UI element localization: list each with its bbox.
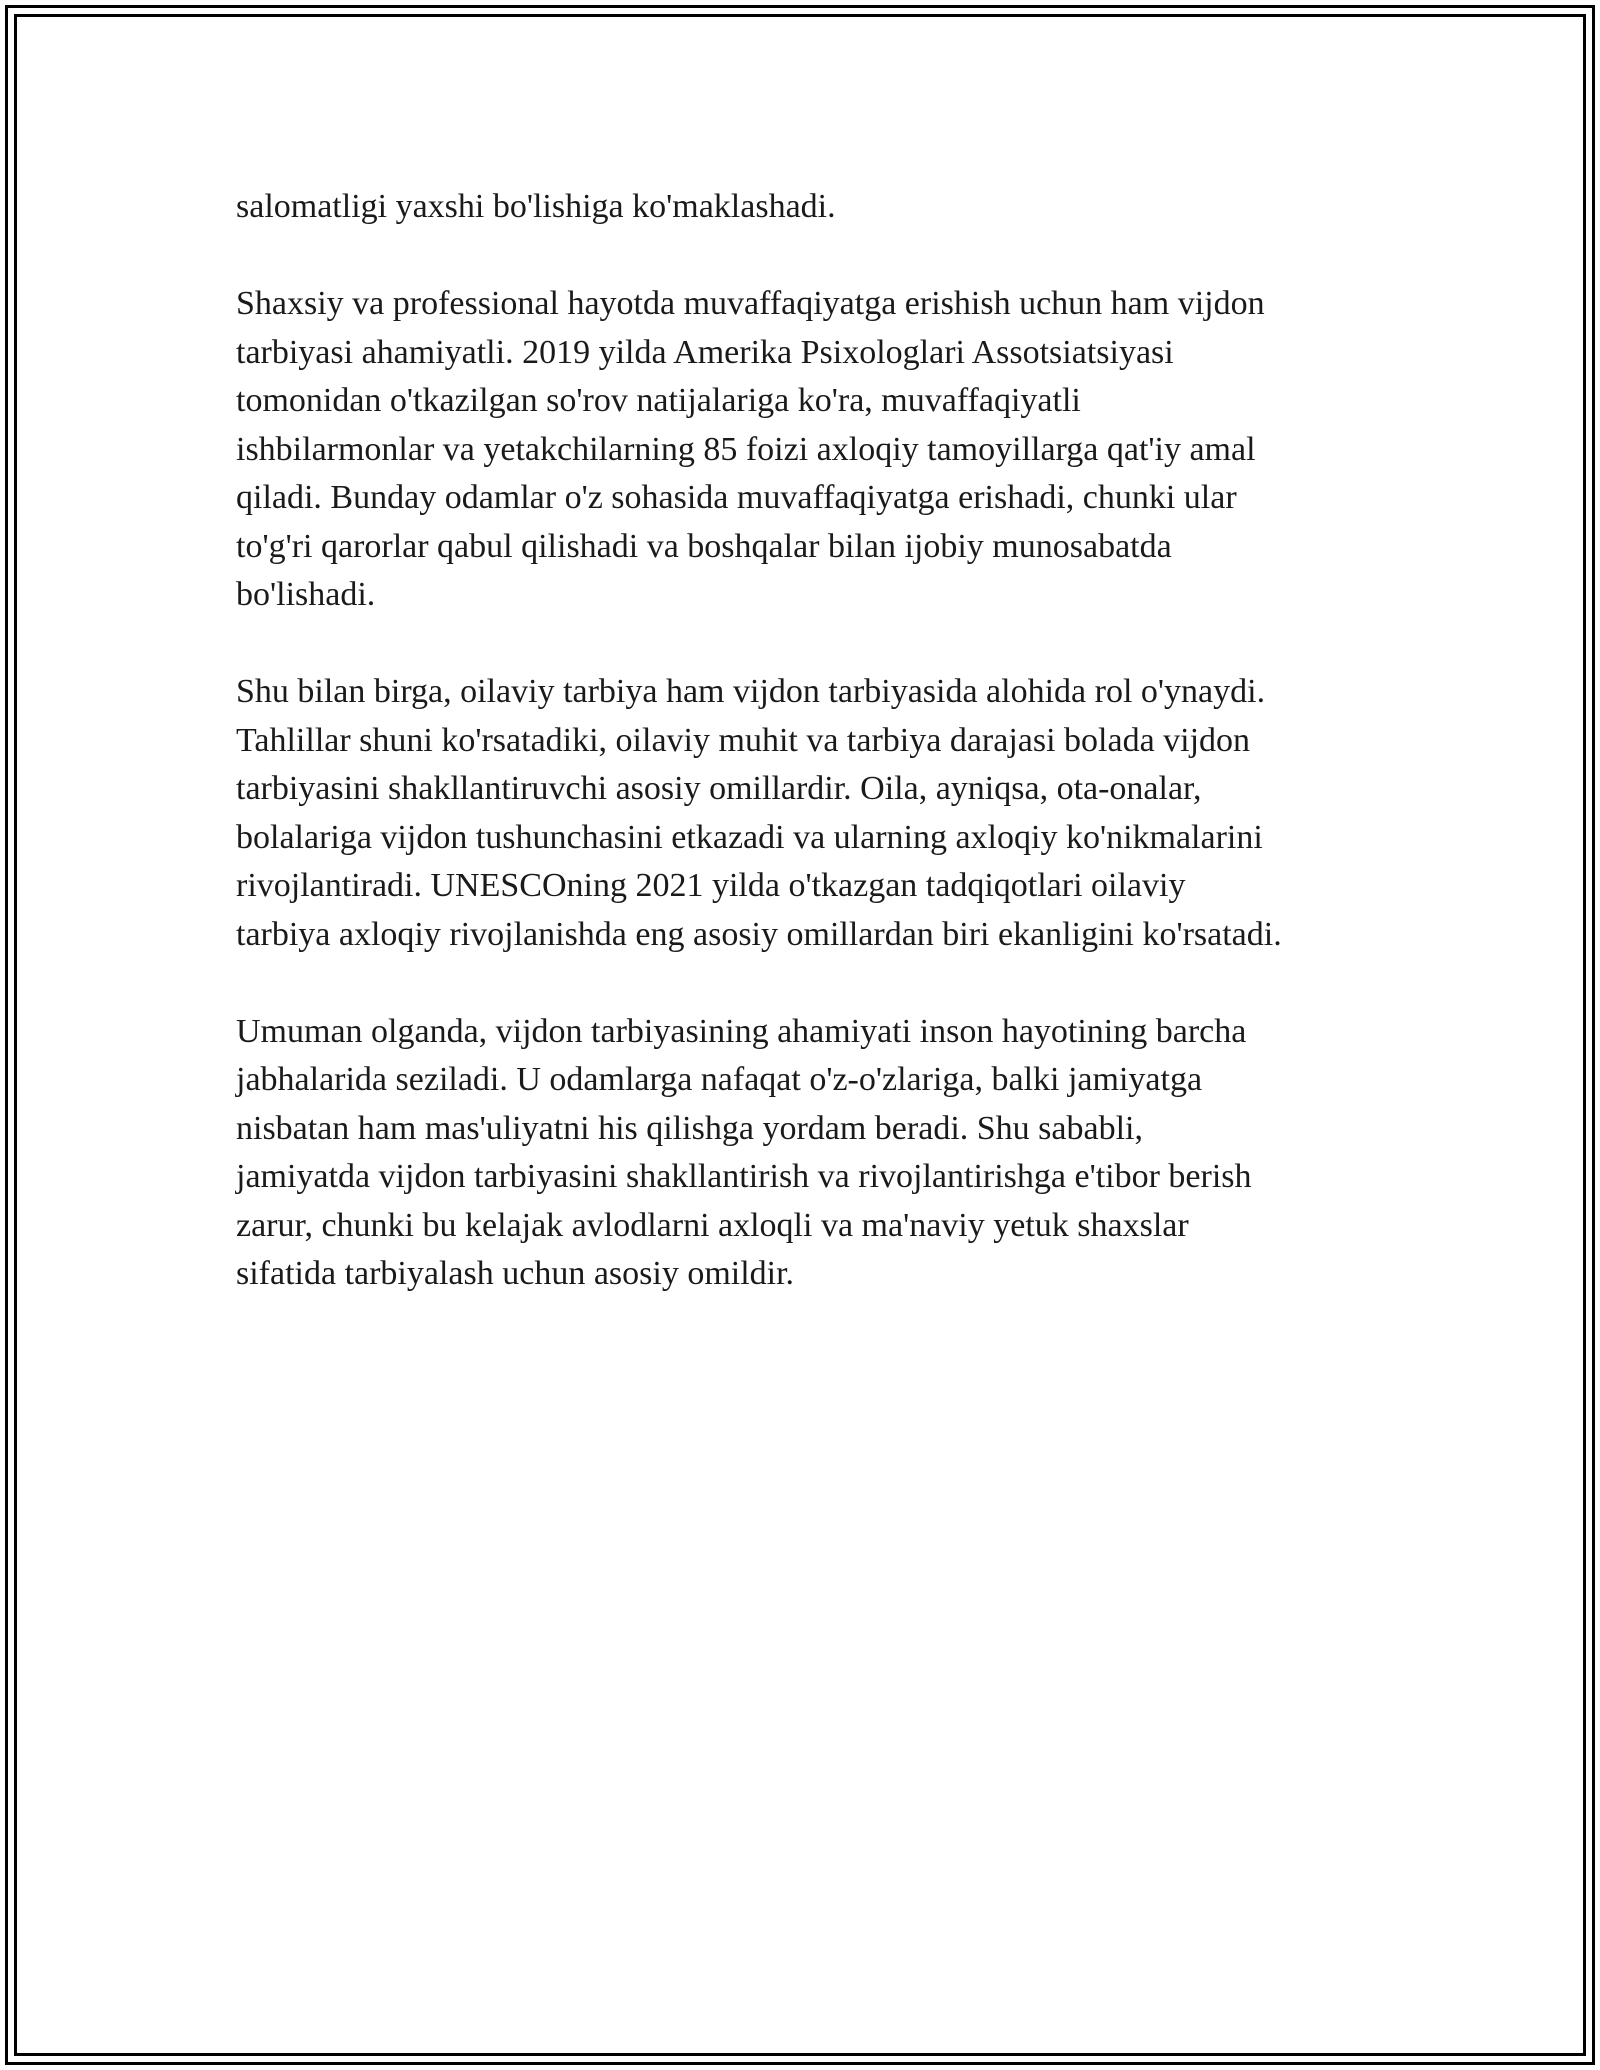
paragraph-4: [236, 1008, 1376, 1299]
text-line: Shu bilan birga, oilaviy tarbiya ham vijdon tarbiyasida alohida rol o'ynaydi.: [236, 673, 1266, 710]
text-line: Tahlillar shuni ko'rsatadiki, oilaviy muhit va tarbiya darajasi bolada vijdon: [236, 721, 1251, 759]
text-line: tomonidan o'tkazilgan so'rov natijalariga ko'ra, muvaffaqiyatli: [236, 382, 1081, 419]
text-line: jabhalarida seziladi. U odamlarga nafaqat o'z-o'zlariga, balki jamiyatga: [236, 1061, 1203, 1098]
text-line: bo'lishadi.: [236, 576, 376, 613]
text-line: Shaxsiy va professional hayotda muvaffaqiyatga erishish uchun ham vijdon: [236, 285, 1265, 322]
text-line: zarur, chunki bu kelajak avlodlarni axloqli va ma'naviy yetuk shaxslar: [236, 1206, 1189, 1244]
paragraph-3: [236, 668, 1376, 959]
text-line: nisbatan ham mas'uliyatni his qilishga yordam beradi. Shu sababli,: [236, 1109, 1143, 1147]
text-line: qiladi. Bunday odamlar o'z sohasida muvaffaqiyatga erishadi, chunki ular: [236, 479, 1237, 516]
text-line: Umuman olganda, vijdon tarbiyasining ahamiyati inson hayotining barcha: [236, 1012, 1247, 1050]
text-line: rivojlantiradi. UNESCOning 2021 yilda o'tkazgan tadqiqotlari oilaviy: [236, 867, 1186, 904]
text-line: sifatida tarbiyalash uchun asosiy omildir.: [236, 1255, 795, 1292]
text-line: salomatligi yaxshi bo'lishiga ko'maklashadi.: [236, 188, 836, 225]
text-line: tarbiya axloqiy rivojlanishda eng asosiy omillardan biri ekanligini ko'rsatadi.: [236, 915, 1282, 953]
document-body: [236, 183, 1376, 1347]
paragraph-1: [236, 183, 1376, 232]
text-line: bolalariga vijdon tushunchasini etkazadi va ularning axloqiy ko'nikmalarini: [236, 818, 1263, 856]
paragraph-2: [236, 280, 1376, 620]
text-line: jamiyatda vijdon tarbiyasini shakllantirish va rivojlantirishga e'tibor berish: [236, 1158, 1252, 1195]
text-line: to'g'ri qarorlar qabul qilishadi va boshqalar bilan ijobiy munosabatda: [236, 527, 1172, 565]
text-line: tarbiyasi ahamiyatli. 2019 yilda Amerika Psixologlari Assotsiatsiyasi: [236, 333, 1174, 371]
text-line: ishbilarmonlar va yetakchilarning 85 foizi axloqiy tamoyillarga qat'iy amal: [236, 430, 1256, 468]
text-line: tarbiyasini shakllantiruvchi asosiy omillardir. Oila, ayniqsa, ota-onalar,: [236, 770, 1202, 807]
